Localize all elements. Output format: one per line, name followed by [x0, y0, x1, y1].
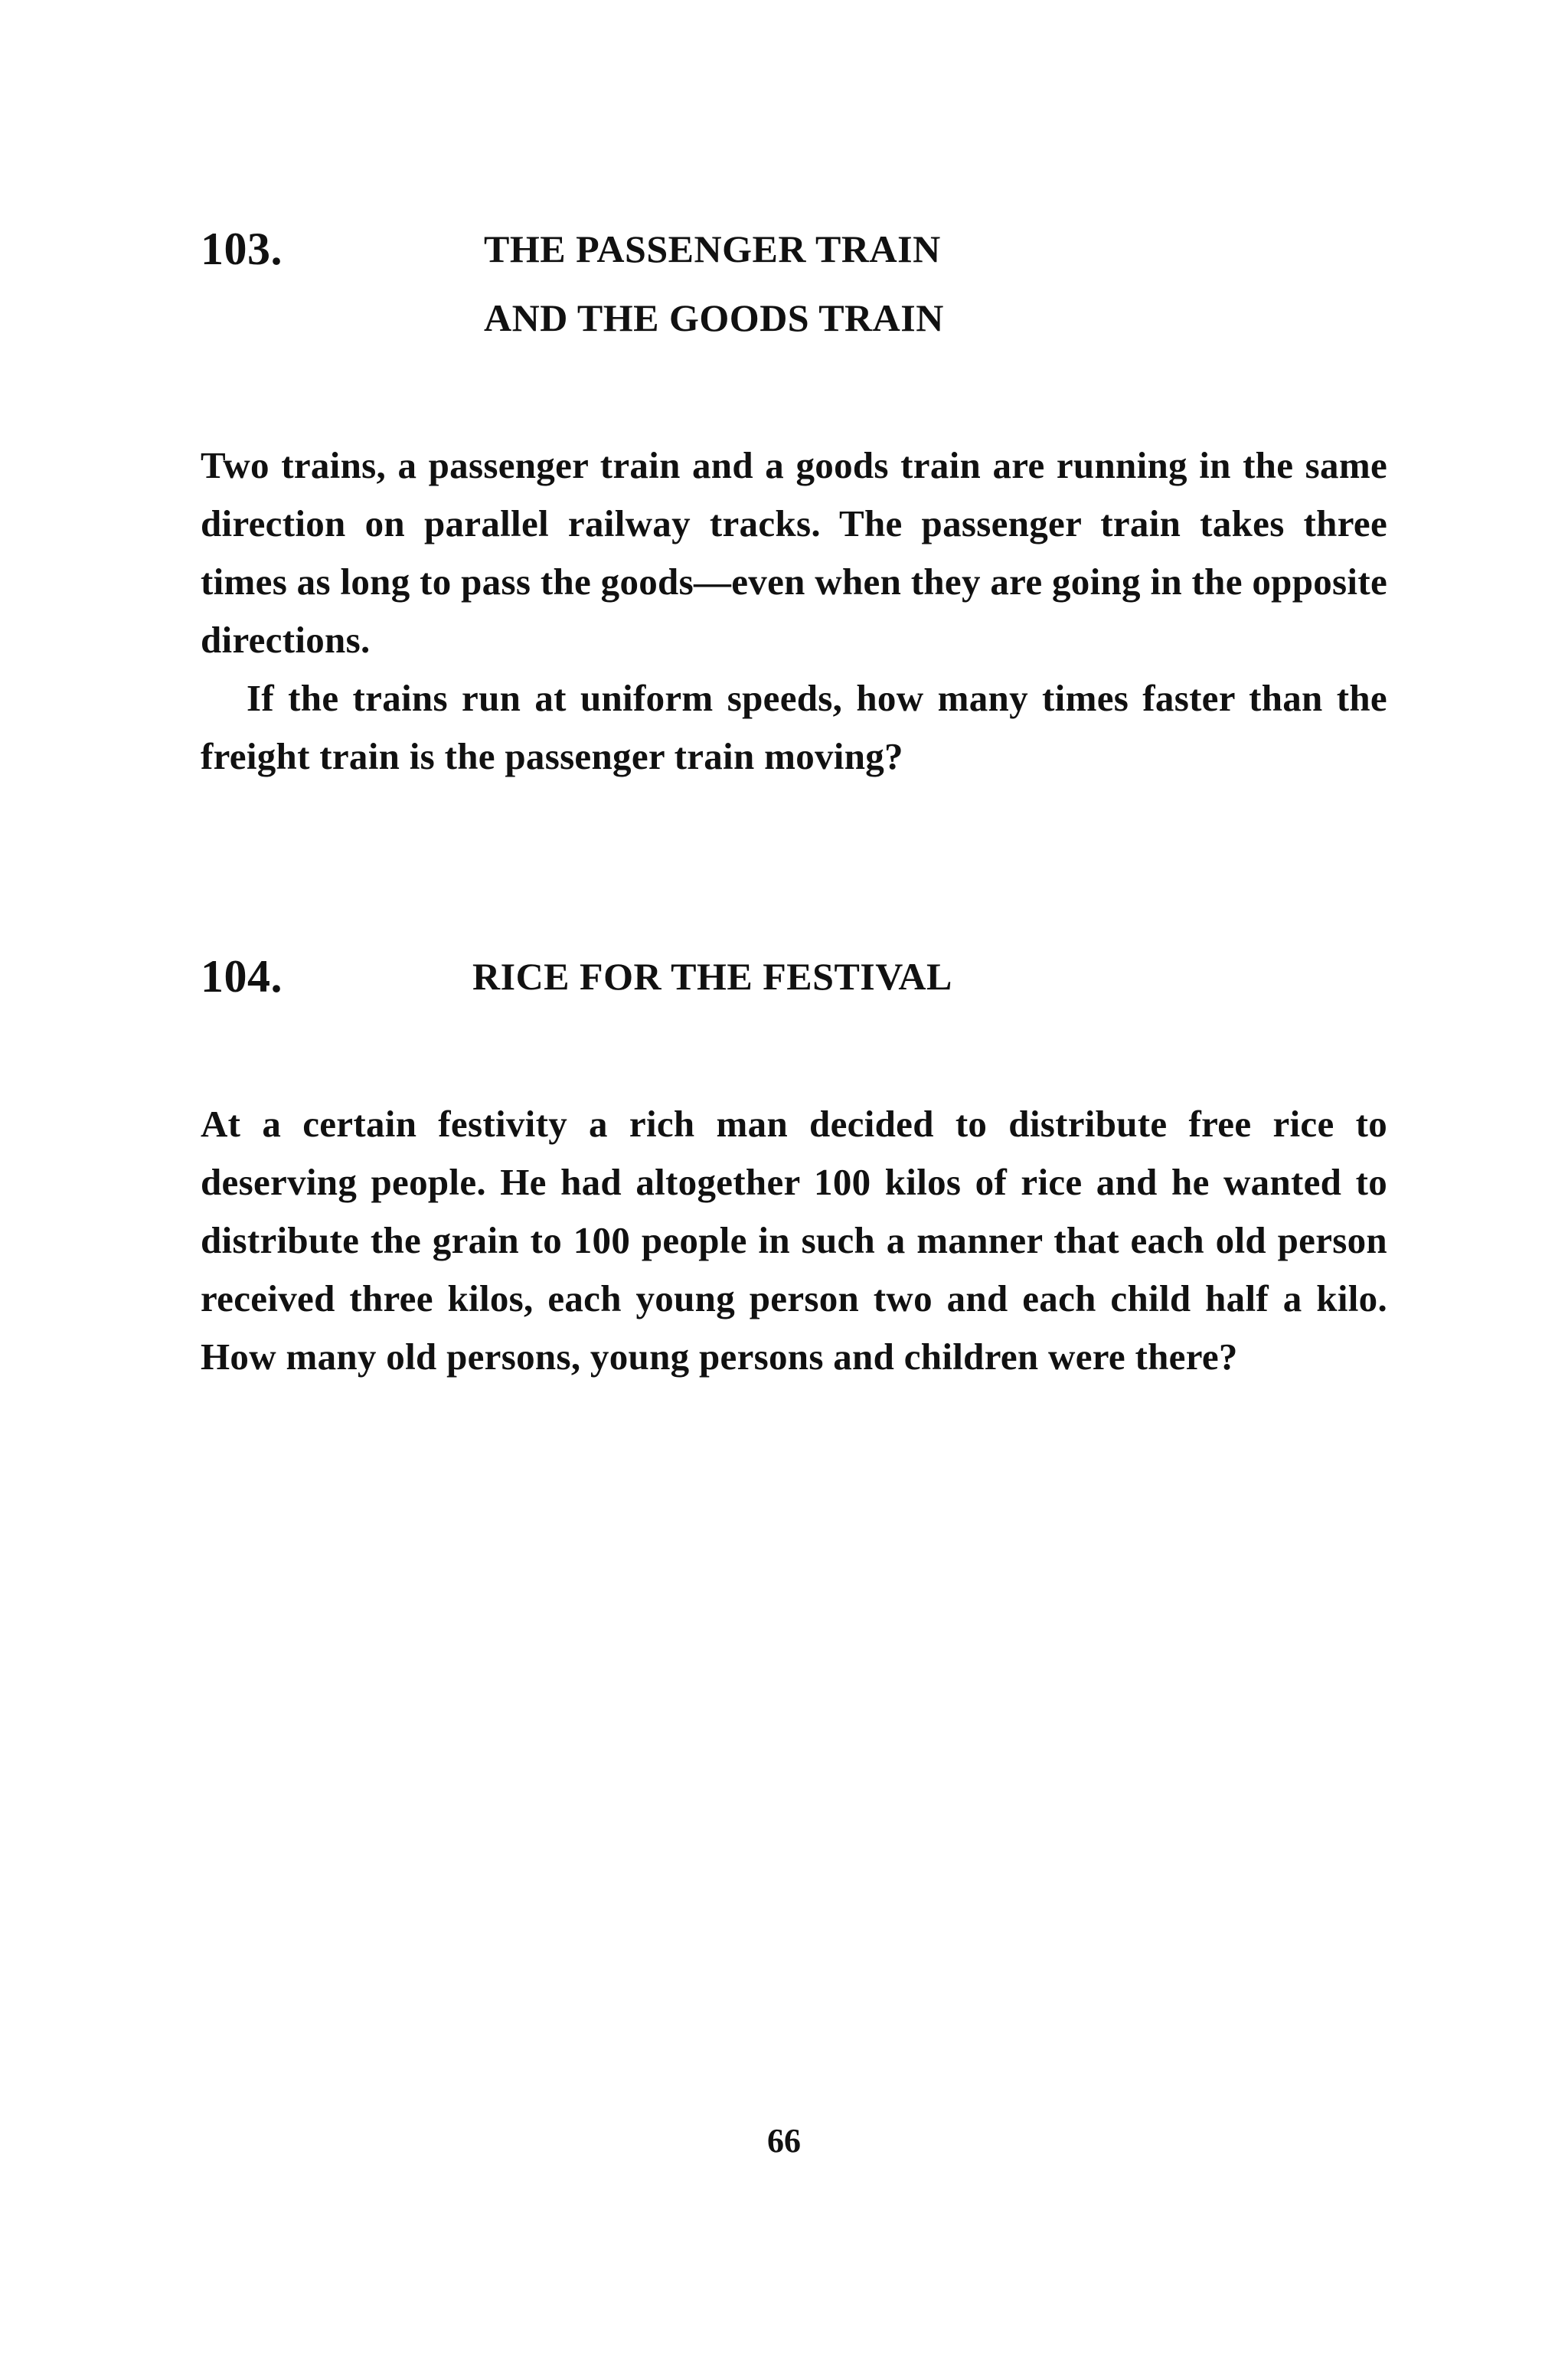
puzzle-title [484, 214, 944, 352]
puzzle-paragraph: At a certain festivity a rich man decided to distribute free rice to deserving people. He had altogether 100 kilos of rice and he wanted to distribute the grain to 100 people in such a manner that each old person received three kilos, each young person two and each child half a kilo. How many old persons, young persons and children were there? [201, 1103, 1387, 1378]
puzzle-paragraph: Two trains, a passenger train and a goods train are running in the same direction on parallel railway tracks. The passenger train takes three times as long to pass the goods—even when they are going in the opposite directions. [201, 444, 1387, 661]
puzzle-title-line: AND THE GOODS TRAIN [484, 296, 944, 339]
puzzle-title [472, 942, 952, 1011]
puzzle-number: 104. [201, 951, 283, 1002]
puzzle-question: If the trains run at uniform speeds, how many times faster than the freight train is the passenger train moving? [201, 677, 1387, 777]
puzzle-heading [201, 942, 1387, 1011]
page-number: 66 [767, 2122, 801, 2160]
puzzle-104 [201, 942, 1387, 1386]
puzzle-text [201, 437, 1387, 786]
puzzle-title-line: RICE FOR THE FESTIVAL [472, 955, 952, 998]
puzzle-text [201, 1095, 1387, 1386]
puzzle-heading [201, 214, 1387, 352]
puzzle-number: 103. [201, 224, 283, 274]
puzzle-103 [201, 214, 1387, 786]
puzzle-title-line: THE PASSENGER TRAIN [484, 227, 941, 270]
